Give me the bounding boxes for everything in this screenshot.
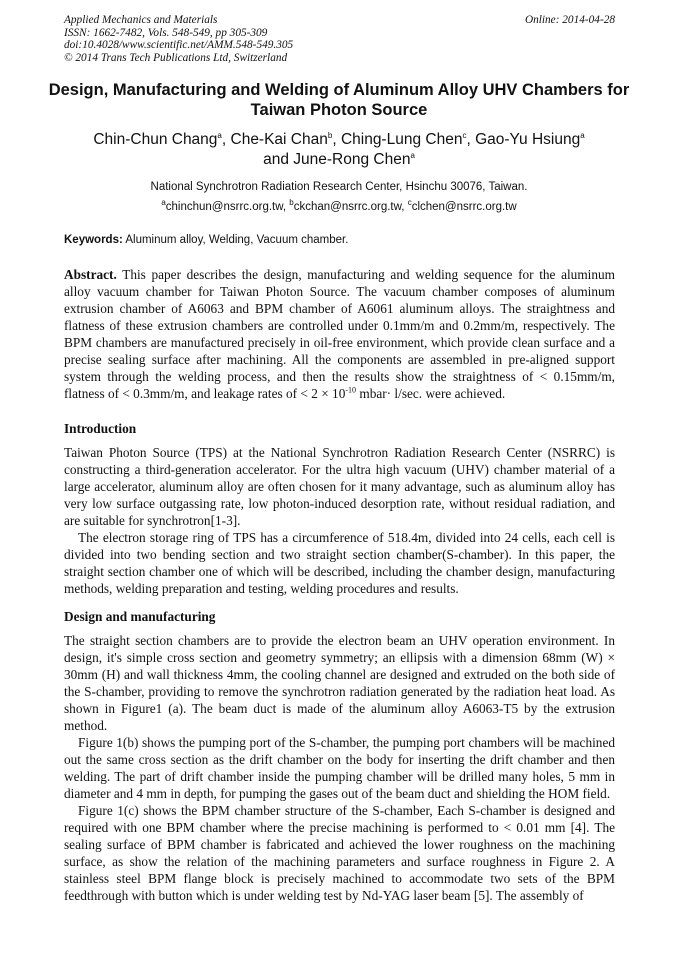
section-heading: Introduction [64, 421, 137, 436]
affiliation: National Synchrotron Radiation Research Center, Hsinchu 30076, Taiwan. [150, 181, 528, 193]
email-sup: b [289, 198, 294, 208]
affiliation-block [40, 177, 638, 217]
emails [40, 197, 638, 217]
author-aff: a [580, 130, 585, 140]
email[interactable]: chinchun@nsrrc.org.tw, [165, 201, 290, 213]
paragraph: Figure 1(c) shows the BPM chamber structure of the S-chamber, Each S-chamber is designed and required with one BPM chamber where the precise machining is performed to < 0.01 mm [4]. The sealing surface of BPM chamber is fabricated and achieved the lower roughness on the machining surface, as show the relation of the machining parameters and surface roughness in Figure 2. A stainless steel BPM flange block is precisely machined to accommodate two sets of the BPM feedthrough with button which is under welding test by Nd-YAG laser beam [5]. The assembly of [64, 803, 615, 903]
sep: , [332, 131, 341, 148]
email[interactable]: ckchan@nsrrc.org.tw, [293, 201, 408, 213]
introduction-section [64, 420, 615, 597]
doi: doi:10.4028/www.scientific.net/AMM.548-549.305 [64, 39, 294, 51]
abstract-text: This paper describes the design, manufacturing and welding sequence for the aluminum alloy vacuum chamber for Taiwan Photon Source. The vacuum chamber composes of aluminum extrusion chamber of A6063 and BPM chamber of A6061 aluminum alloys. The straightness and flatness of these extrusion chambers are controlled under 0.1mm/m and 0.2mm/m, respectively. The BPM chambers are manufactured precisely in oil-free environment, which provide clean surface and a precise sealing surface after machining. All the components are assembled in pre-aligned support system through the welding process, and then the results show the straightness of < 0.15mm/m, flatness of < 0.3mm/m, and leakage rates of < 2 × 10 [64, 267, 615, 401]
sep: , [466, 131, 476, 148]
author: Gao-Yu Hsiung [475, 131, 581, 148]
copyright: © 2014 Trans Tech Publications Ltd, Switzerland [64, 51, 288, 64]
paragraph: The straight section chambers are to provide the electron beam an UHV operation environment. In design, it's simple cross section and geometry symmetry; an ellipsis with a dimension 68mm (W) × 30mm (H) and wall thickness 4mm, the cooling channel are designed and extruded on the both side of the S-chamber, providing to remove the synchrotron radiation generated by the radiation heat load. As shown in Figure1 (a). The beam duct is made of the aluminum alloy A6063-T5 by the extrusion method. [64, 633, 615, 733]
author: Ching-Lung Chen [340, 131, 463, 148]
paragraph: The electron storage ring of TPS has a circumference of 518.4m, divided into 24 cells, each cell is divided into two bending section and two straight section chamber(S-chamber). In this paper, the straight section chamber one of which will be described, including the chamber design, manufacturing methods, welding preparation and testing, welding procedures and results. [64, 530, 615, 596]
journal-header [64, 14, 293, 64]
section-heading: Design and manufacturing [64, 609, 216, 624]
author-aff: a [217, 130, 222, 140]
author: Chin-Chun Chang [93, 131, 218, 148]
author: June-Rong Chen [293, 151, 411, 168]
and: and [263, 151, 294, 168]
sep: , [221, 131, 231, 148]
issn: ISSN: 1662-7482, Vols. 548-549, pp 305-309 [64, 26, 268, 39]
author-list [40, 130, 638, 170]
paragraph: Taiwan Photon Source (TPS) at the National Synchrotron Radiation Research Center (NSRRC) is constructing a third-generation accelerator. For the ultra high vacuum (UHV) chamber material of a large accelerator, aluminum alloy are often chosen for it many advantage, such as aluminum alloy has very low surface outgassing rate, low photon-induced desorption rate, without residual radiation, and are suitable for synchrotron[1-3]. [64, 445, 615, 528]
keywords-text: Aluminum alloy, Welding, Vacuum chamber. [122, 234, 349, 246]
keywords-label: Keywords: [64, 234, 123, 246]
keywords [64, 234, 348, 246]
journal-name: Applied Mechanics and Materials [64, 14, 218, 26]
design-section [64, 608, 615, 904]
email-sup: c [407, 198, 412, 208]
author-aff: c [462, 130, 467, 140]
abstract-tail: mbar· l/sec. were achieved. [356, 386, 506, 401]
online-date: Online: 2014-04-28 [524, 14, 615, 26]
author-aff: a [410, 150, 415, 160]
abstract [64, 266, 615, 402]
author: Che-Kai Chan [230, 131, 328, 148]
abstract-label: Abstract. [64, 267, 117, 282]
author-aff: b [327, 130, 333, 140]
paper-title: Design, Manufacturing and Welding of Aluminum Alloy UHV Chambers for Taiwan Photon Source [48, 81, 630, 119]
exponent: -10 [345, 385, 357, 395]
email-sup: a [161, 198, 166, 208]
paragraph: Figure 1(b) shows the pumping port of the S-chamber, the pumping port chambers will be machined out the same cross section as the drift chamber on the body for inserting the drift chamber and then welding. The part of drift chamber inside the pumping chamber will be drilled many holes, 5 mm in diameter and 4 mm in depth, for pumping the gases out of the beam duct and shielding the HOM field. [64, 735, 615, 801]
email[interactable]: clchen@nsrrc.org.tw [411, 201, 517, 213]
